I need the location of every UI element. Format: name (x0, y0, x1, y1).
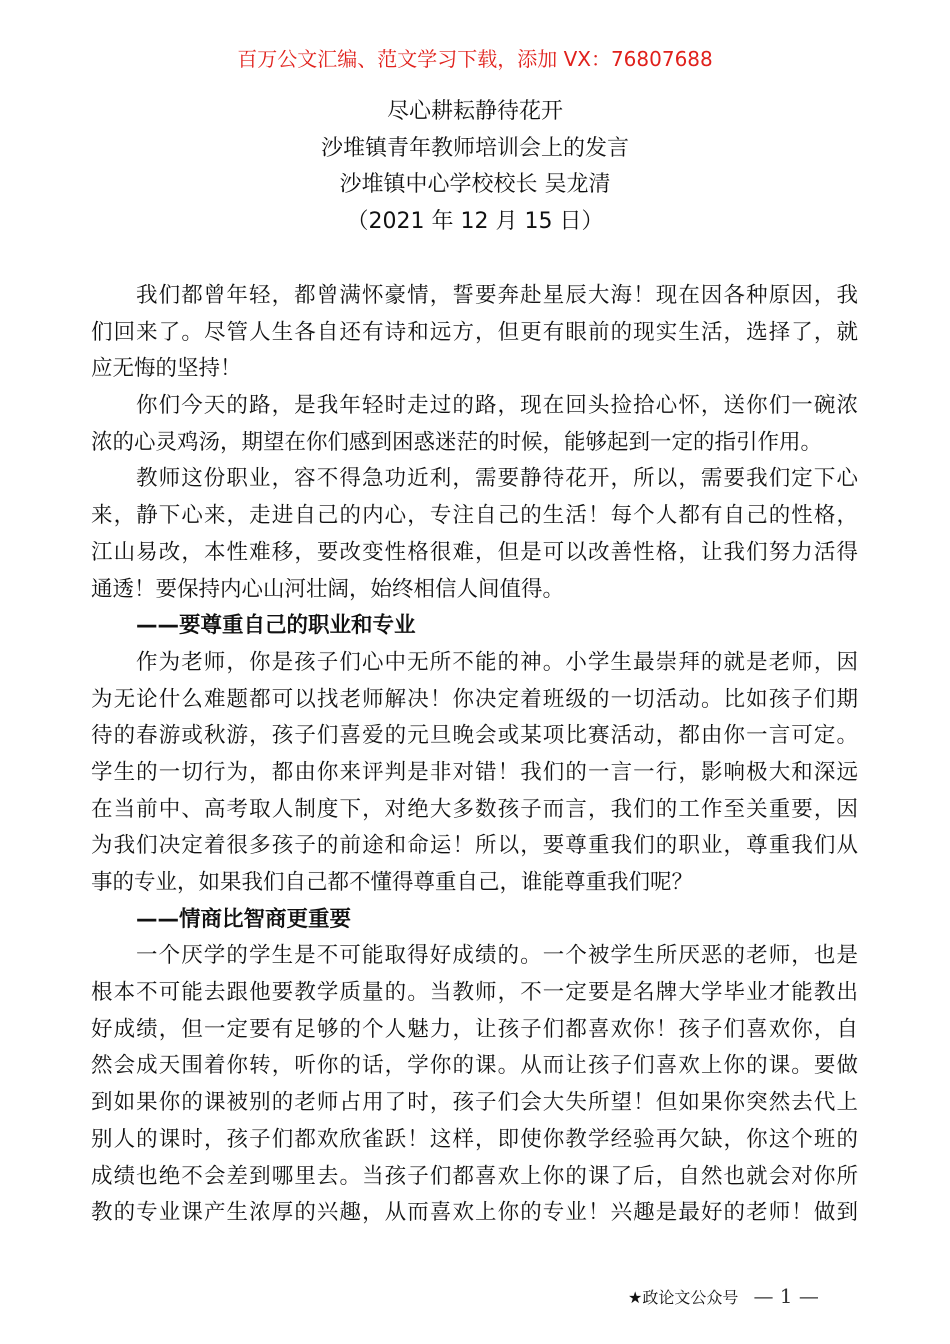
paragraph-line: 成绩也绝不会差到哪里去。当孩子们都喜欢上你的课了后，自然也就会对你所 (91, 1163, 858, 1189)
paragraph-line: 为无论什么难题都可以找老师解决！你决定着班级的一切活动。比如孩子们期 (91, 686, 858, 712)
paragraph-line: 别人的课时，孩子们都欢欣雀跃！这样，即使你教学经验再欠缺，你这个班的 (91, 1126, 858, 1152)
section-heading (91, 902, 858, 939)
page-number: — 1 — (753, 1284, 819, 1308)
paragraph-line: 为我们决定着很多孩子的前途和命运！所以，要尊重我们的职业，尊重我们从 (91, 833, 858, 859)
paragraph-line: 应无悔的坚持！ (91, 356, 242, 382)
footer-source: ★政论文公众号 (628, 1288, 739, 1307)
paragraph-line: 事的专业，如果我们自己都不懂得尊重自己，谁能尊重我们呢？ (91, 870, 694, 895)
paragraph-line: 然会成天围着你转，听你的话，学你的课。从而让孩子们喜欢上你的课。要做 (91, 1053, 858, 1079)
paragraph-line: 待的春游或秋游，孩子们喜爱的元旦晚会或某项比赛活动，都由你一言可定。 (91, 723, 858, 749)
paragraph-line: 教的专业课产生浓厚的兴趣，从而喜欢上你的专业！兴趣是最好的老师！做到 (91, 1200, 858, 1226)
paragraph-line: 江山易改，本性难移，要改变性格很难，但是可以改善性格，让我们努力活得 (91, 539, 858, 565)
paragraph-line: 们回来了。尽管人生各自还有诗和远方，但更有眼前的现实生活，选择了，就 (91, 319, 858, 345)
page-footer (628, 1282, 819, 1312)
paragraph-line: 你们今天的路，是我年轻时走过的路，现在回头捡拾心怀，送你们一碗浓 (136, 393, 858, 419)
paragraph (91, 938, 858, 1232)
paragraph-line: 好成绩，但一定要有足够的个人魅力，让孩子们都喜欢你！孩子们喜欢你，自 (91, 1016, 858, 1042)
paragraph-line: 根本不可能去跟他要教学质量的。当教师，不一定要是名牌大学毕业才能教出 (91, 980, 858, 1006)
paragraph-line: 一个厌学的学生是不可能取得好成绩的。一个被学生所厌恶的老师，也是 (136, 943, 858, 969)
heading-text: ——情商比智商更重要 (136, 906, 352, 932)
paragraph-line: 教师这份职业，容不得急功近利，需要静待花开，所以，需要我们定下心 (136, 466, 858, 492)
paragraph-line: 浓的心灵鸡汤，期望在你们感到困惑迷茫的时候，能够起到一定的指引作用。 (91, 429, 823, 455)
section-heading (91, 608, 858, 645)
document-subtitle: 沙堆镇青年教师培训会上的发言 (320, 135, 629, 161)
download-banner: 百万公文汇编、范文学习下载，添加 VX：76807688 (237, 47, 713, 71)
paragraph (91, 645, 858, 902)
paragraph-line: 来，静下心来，走进自己的内心，专注自己的生活！每个人都有自己的性格， (91, 503, 858, 529)
document-title: 尽心耕耘静待花开 (386, 99, 563, 124)
document-author: 沙堆镇中心学校校长 吴龙清 (339, 172, 611, 198)
paragraph-line: 在当前中、高考取人制度下，对绝大多数孩子而言，我们的工作至关重要，因 (91, 796, 858, 822)
document-header (0, 94, 950, 241)
paragraph (91, 388, 858, 461)
heading-text: ——要尊重自己的职业和专业 (136, 613, 416, 639)
document-body (91, 278, 858, 1232)
paragraph-line: 作为老师，你是孩子们心中无所不能的神。小学生最崇拜的就是老师，因 (136, 649, 858, 675)
paragraph-line: 学生的一切行为，都由你来评判是非对错！我们的一言一行，影响极大和深远 (91, 759, 858, 785)
paragraph-line: 通透！要保持内心山河壮阔，始终相信人间值得。 (91, 576, 565, 602)
paragraph (91, 461, 858, 608)
paragraph-line: 到如果你的课被别的老师占用了时，孩子们会大失所望！但如果你突然去代上 (91, 1090, 858, 1116)
paragraph-line: 我们都曾年轻，都曾满怀豪情，誓要奔赴星辰大海！现在因各种原因，我 (136, 283, 858, 308)
paragraph (91, 278, 858, 388)
document-date: （2021 年 12 月 15 日） (346, 209, 604, 235)
